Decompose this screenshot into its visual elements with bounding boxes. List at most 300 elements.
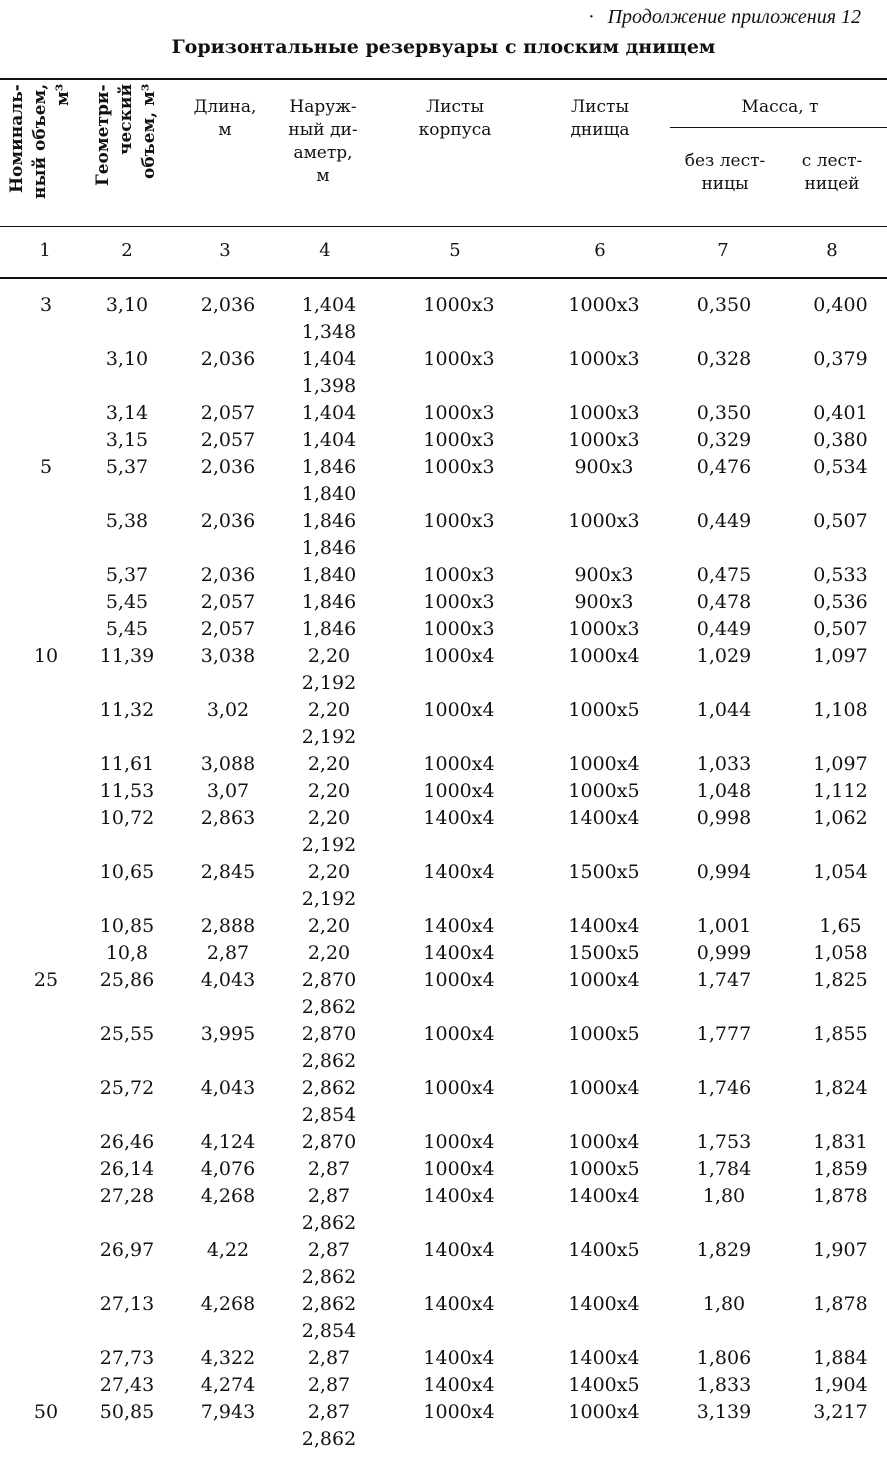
cell-bottom-sheets: [554, 805, 654, 859]
cell-shell-sheets-value: 1000x4: [423, 753, 495, 775]
cell-length-value: 3,038: [200, 645, 256, 667]
cell-length-value: 3,088: [200, 753, 256, 775]
cell-length-value: 3,995: [200, 1023, 256, 1045]
cell-outer-diameter-value: 2,20: [307, 699, 351, 721]
cell-bottom-sheets: [554, 1075, 654, 1129]
cell-shell-sheets-value: 1000x3: [423, 429, 495, 451]
cell-mass-without-ladder-value: 1,80: [702, 1293, 746, 1315]
table-row: [0, 562, 887, 589]
cell-length: [162, 292, 294, 346]
header-mass-without-ladder: без лест- ницы: [684, 151, 766, 194]
cell-bottom-sheets-value: 1400x4: [568, 915, 640, 937]
cell-bottom-sheets: [554, 1372, 654, 1399]
cell-mass-with-ladder-value: 3,217: [813, 1401, 868, 1423]
cell-geometric-volume: [92, 616, 162, 643]
cell-bottom-sheets: [554, 1183, 654, 1237]
cell-bottom-sheets-value: 1400x4: [568, 1293, 640, 1315]
cell-mass-with-ladder: [794, 751, 887, 778]
table-row: [0, 1075, 887, 1129]
cell-geometric-volume: [92, 778, 162, 805]
column-number: 1: [39, 240, 51, 261]
cell-outer-diameter-secondary: 1,846: [301, 537, 357, 559]
cell-shell-sheets-value: 1000x4: [423, 699, 495, 721]
cell-geometric-volume: [92, 454, 162, 508]
cell-bottom-sheets-value: 1500x5: [568, 861, 640, 883]
cell-shell-sheets: [364, 1399, 554, 1453]
cell-geometric-volume-value: 3,10: [105, 348, 149, 370]
cell-nominal-volume: [0, 427, 92, 454]
cell-mass-with-ladder: [794, 616, 887, 643]
cell-length-value: 4,043: [200, 1077, 256, 1099]
cell-mass-without-ladder: [654, 940, 794, 967]
cell-bottom-sheets-value: 1000x3: [568, 510, 640, 532]
cell-length-value: 2,845: [200, 861, 256, 883]
cell-outer-diameter-secondary: 2,192: [301, 672, 357, 694]
continuation-mark: ·: [588, 6, 594, 28]
cell-shell-sheets-value: 1000x3: [423, 510, 495, 532]
cell-bottom-sheets-value: 1400x5: [568, 1374, 640, 1396]
cell-mass-with-ladder: [794, 1399, 887, 1453]
cell-mass-without-ladder: [654, 643, 794, 697]
cell-length: [162, 1345, 294, 1372]
cell-shell-sheets-value: 1400x4: [423, 942, 495, 964]
cell-bottom-sheets: [554, 427, 654, 454]
cell-mass-without-ladder: [654, 1021, 794, 1075]
table-row: [0, 292, 887, 346]
cell-mass-without-ladder-value: 0,329: [696, 429, 752, 451]
header-nominal-volume: Номиналь- ный объем, м³: [7, 84, 73, 200]
cell-bottom-sheets: [554, 859, 654, 913]
cell-geometric-volume: [92, 859, 162, 913]
cell-geometric-volume: [92, 562, 162, 589]
cell-outer-diameter-secondary: 1,840: [301, 483, 357, 505]
header-mass: Масса, т: [741, 97, 819, 117]
cell-length-value: 4,268: [200, 1293, 256, 1315]
cell-outer-diameter-value: 1,404: [301, 294, 357, 316]
cell-mass-with-ladder: [794, 346, 887, 400]
cell-mass-without-ladder-value: 0,350: [696, 402, 752, 424]
cell-shell-sheets: [364, 778, 554, 805]
cell-bottom-sheets: [554, 346, 654, 400]
cell-mass-with-ladder-value: 0,379: [813, 348, 868, 370]
cell-nominal-volume: [0, 913, 92, 940]
column-number: 2: [121, 240, 133, 261]
cell-outer-diameter: [294, 562, 364, 589]
cell-shell-sheets-value: 1400x4: [423, 1347, 495, 1369]
cell-nominal-volume: [0, 616, 92, 643]
cell-mass-without-ladder-value: 0,475: [696, 564, 752, 586]
table-row: [0, 1399, 887, 1453]
cell-mass-without-ladder: [654, 616, 794, 643]
cell-shell-sheets: [364, 751, 554, 778]
cell-nominal-volume: [0, 1237, 92, 1291]
cell-length: [162, 1372, 294, 1399]
cell-outer-diameter: [294, 778, 364, 805]
cell-mass-without-ladder-value: 1,829: [696, 1239, 752, 1261]
cell-outer-diameter: [294, 292, 364, 346]
cell-length-value: 4,322: [200, 1347, 256, 1369]
cell-length-value: 4,22: [206, 1239, 250, 1261]
page-title: Горизонтальные резервуары с плоским днищем: [171, 36, 716, 58]
cell-outer-diameter-value: 2,20: [307, 645, 351, 667]
cell-mass-without-ladder: [654, 1183, 794, 1237]
cell-geometric-volume-value: 3,14: [105, 402, 149, 424]
cell-outer-diameter: [294, 967, 364, 1021]
cell-mass-without-ladder: [654, 427, 794, 454]
cell-mass-with-ladder: [794, 562, 887, 589]
cell-mass-with-ladder-value: 1,108: [813, 699, 868, 721]
table-row: [0, 1021, 887, 1075]
cell-mass-without-ladder-value: 1,777: [696, 1023, 752, 1045]
cell-nominal-volume: [0, 454, 92, 508]
cell-outer-diameter-value: 1,846: [301, 456, 357, 478]
cell-geometric-volume-value: 5,38: [105, 510, 149, 532]
cell-mass-with-ladder-value: 1,058: [813, 942, 868, 964]
column-number: 8: [826, 240, 838, 261]
cell-outer-diameter-value: 1,846: [301, 510, 357, 532]
cell-nominal-volume-value: 5: [39, 456, 53, 478]
cell-mass-without-ladder-value: 0,998: [696, 807, 752, 829]
cell-shell-sheets: [364, 1021, 554, 1075]
cell-mass-with-ladder-value: 0,401: [813, 402, 868, 424]
cell-length: [162, 697, 294, 751]
cell-outer-diameter: [294, 805, 364, 859]
cell-geometric-volume: [92, 1183, 162, 1237]
cell-mass-with-ladder-value: 1,904: [813, 1374, 868, 1396]
cell-length: [162, 940, 294, 967]
cell-mass-with-ladder: [794, 1237, 887, 1291]
cell-geometric-volume-value: 26,46: [99, 1131, 155, 1153]
cell-mass-with-ladder: [794, 805, 887, 859]
cell-nominal-volume-value: 10: [33, 645, 59, 667]
cell-geometric-volume: [92, 1237, 162, 1291]
cell-shell-sheets: [364, 1345, 554, 1372]
cell-outer-diameter: [294, 400, 364, 427]
cell-mass-without-ladder-value: 1,746: [696, 1077, 752, 1099]
header-bottom-rule: [0, 226, 887, 227]
cell-bottom-sheets-value: 1400x5: [568, 1239, 640, 1261]
cell-mass-without-ladder-value: 1,784: [696, 1158, 752, 1180]
cell-length-value: 2,057: [200, 402, 256, 424]
cell-shell-sheets: [364, 859, 554, 913]
cell-mass-with-ladder-value: 1,824: [813, 1077, 868, 1099]
cell-nominal-volume-value: 3: [39, 294, 53, 316]
cell-shell-sheets-value: 1000x4: [423, 1077, 495, 1099]
cell-geometric-volume: [92, 1291, 162, 1345]
cell-mass-without-ladder: [654, 805, 794, 859]
cell-bottom-sheets: [554, 643, 654, 697]
cell-nominal-volume: [0, 751, 92, 778]
cell-length-value: 3,07: [206, 780, 250, 802]
header-length: Длина, м: [193, 97, 257, 140]
cell-outer-diameter: [294, 697, 364, 751]
cell-bottom-sheets-value: 1000x3: [568, 402, 640, 424]
cell-length-value: 2,036: [200, 564, 256, 586]
cell-nominal-volume: [0, 1291, 92, 1345]
cell-geometric-volume-value: 25,72: [99, 1077, 155, 1099]
cell-bottom-sheets-value: 1000x5: [568, 1158, 640, 1180]
cell-geometric-volume-value: 11,32: [99, 699, 155, 721]
cell-bottom-sheets: [554, 1156, 654, 1183]
cell-outer-diameter-secondary: 2,192: [301, 726, 357, 748]
cell-geometric-volume: [92, 1075, 162, 1129]
cell-bottom-sheets-value: 1000x4: [568, 645, 640, 667]
cell-bottom-sheets: [554, 913, 654, 940]
cell-nominal-volume-value: 25: [33, 969, 59, 991]
header-bottom-sheets: Листы днища: [570, 97, 630, 140]
cell-length-value: 3,02: [206, 699, 250, 721]
column-number-rule: [0, 277, 887, 279]
cell-length-value: 2,863: [200, 807, 256, 829]
cell-shell-sheets-value: 1000x4: [423, 969, 495, 991]
table-row: [0, 508, 887, 562]
cell-nominal-volume: [0, 346, 92, 400]
cell-length-value: 7,943: [200, 1401, 256, 1423]
cell-shell-sheets: [364, 1291, 554, 1345]
cell-mass-without-ladder-value: 1,833: [696, 1374, 752, 1396]
cell-shell-sheets: [364, 346, 554, 400]
continuation-note: [589, 6, 861, 29]
cell-mass-without-ladder: [654, 859, 794, 913]
cell-geometric-volume: [92, 508, 162, 562]
cell-geometric-volume: [92, 589, 162, 616]
cell-mass-with-ladder: [794, 1156, 887, 1183]
cell-mass-without-ladder-value: 0,478: [696, 591, 752, 613]
cell-nominal-volume: [0, 400, 92, 427]
cell-mass-without-ladder-value: 0,994: [696, 861, 752, 883]
cell-mass-with-ladder: [794, 1372, 887, 1399]
cell-mass-with-ladder-value: 0,533: [813, 564, 868, 586]
cell-mass-without-ladder: [654, 1345, 794, 1372]
cell-nominal-volume: [0, 967, 92, 1021]
cell-bottom-sheets-value: 900x3: [574, 564, 634, 586]
header-mass-with-ladder: с лест- ницей: [801, 151, 863, 194]
cell-outer-diameter-value: 1,404: [301, 402, 357, 424]
cell-geometric-volume: [92, 1399, 162, 1453]
cell-mass-without-ladder-value: 0,328: [696, 348, 752, 370]
cell-length: [162, 508, 294, 562]
cell-mass-with-ladder-value: 1,878: [813, 1293, 868, 1315]
cell-geometric-volume-value: 26,14: [99, 1158, 155, 1180]
cell-shell-sheets: [364, 427, 554, 454]
cell-shell-sheets: [364, 1129, 554, 1156]
cell-length-value: 4,076: [200, 1158, 256, 1180]
cell-geometric-volume: [92, 400, 162, 427]
cell-bottom-sheets-value: 1000x3: [568, 429, 640, 451]
cell-shell-sheets: [364, 589, 554, 616]
column-number: 3: [219, 240, 231, 261]
cell-shell-sheets-value: 1000x4: [423, 645, 495, 667]
cell-length-value: 2,87: [206, 942, 250, 964]
cell-shell-sheets-value: 1400x4: [423, 1293, 495, 1315]
cell-mass-with-ladder: [794, 589, 887, 616]
cell-mass-without-ladder-value: 1,753: [696, 1131, 752, 1153]
cell-mass-without-ladder: [654, 454, 794, 508]
cell-shell-sheets-value: 1000x3: [423, 294, 495, 316]
cell-length: [162, 346, 294, 400]
table-row: [0, 859, 887, 913]
cell-shell-sheets-value: 1000x3: [423, 456, 495, 478]
cell-mass-without-ladder-value: 0,350: [696, 294, 752, 316]
table-row: [0, 1345, 887, 1372]
cell-outer-diameter-value: 1,404: [301, 429, 357, 451]
cell-length: [162, 1021, 294, 1075]
cell-outer-diameter-value: 1,846: [301, 591, 357, 613]
cell-nominal-volume: [0, 1399, 92, 1453]
cell-geometric-volume: [92, 940, 162, 967]
cell-geometric-volume: [92, 1345, 162, 1372]
table-row: [0, 1291, 887, 1345]
cell-length-value: 4,043: [200, 969, 256, 991]
cell-geometric-volume: [92, 967, 162, 1021]
cell-mass-without-ladder-value: 1,048: [696, 780, 752, 802]
cell-outer-diameter-value: 2,87: [307, 1185, 351, 1207]
cell-shell-sheets: [364, 940, 554, 967]
cell-outer-diameter-secondary: 1,398: [301, 375, 357, 397]
table-row: [0, 967, 887, 1021]
cell-nominal-volume: [0, 1075, 92, 1129]
cell-mass-with-ladder-value: 1,825: [813, 969, 868, 991]
cell-outer-diameter: [294, 1156, 364, 1183]
cell-mass-with-ladder-value: 1,097: [813, 753, 868, 775]
cell-shell-sheets-value: 1000x4: [423, 780, 495, 802]
cell-mass-without-ladder: [654, 589, 794, 616]
mass-subheader-rule: [670, 127, 887, 128]
cell-nominal-volume: [0, 778, 92, 805]
column-number: 7: [717, 240, 729, 261]
cell-shell-sheets-value: 1400x4: [423, 1374, 495, 1396]
cell-mass-without-ladder: [654, 1237, 794, 1291]
cell-shell-sheets: [364, 805, 554, 859]
cell-mass-without-ladder-value: 1,033: [696, 753, 752, 775]
cell-outer-diameter-secondary: 2,854: [301, 1104, 357, 1126]
table-row: [0, 1183, 887, 1237]
cell-bottom-sheets: [554, 1021, 654, 1075]
cell-mass-with-ladder-value: 0,536: [813, 591, 868, 613]
table-row: [0, 643, 887, 697]
cell-nominal-volume: [0, 1183, 92, 1237]
cell-geometric-volume: [92, 1021, 162, 1075]
cell-length-value: 2,036: [200, 294, 256, 316]
cell-outer-diameter-value: 2,20: [307, 915, 351, 937]
cell-mass-with-ladder-value: 1,884: [813, 1347, 868, 1369]
cell-bottom-sheets-value: 1000x3: [568, 294, 640, 316]
cell-geometric-volume-value: 25,55: [99, 1023, 155, 1045]
cell-outer-diameter: [294, 913, 364, 940]
cell-outer-diameter-value: 2,87: [307, 1158, 351, 1180]
cell-bottom-sheets-value: 1000x4: [568, 1077, 640, 1099]
cell-outer-diameter: [294, 1372, 364, 1399]
cell-mass-with-ladder: [794, 1183, 887, 1237]
cell-shell-sheets: [364, 1237, 554, 1291]
cell-mass-without-ladder: [654, 292, 794, 346]
column-number: 4: [319, 240, 331, 261]
cell-geometric-volume-value: 5,37: [105, 564, 149, 586]
cell-bottom-sheets-value: 1000x5: [568, 699, 640, 721]
cell-length: [162, 454, 294, 508]
cell-outer-diameter-value: 2,20: [307, 753, 351, 775]
cell-mass-with-ladder-value: 0,507: [813, 510, 868, 532]
cell-outer-diameter-secondary: 1,348: [301, 321, 357, 343]
cell-bottom-sheets: [554, 1129, 654, 1156]
table-row: [0, 400, 887, 427]
cell-length: [162, 1129, 294, 1156]
cell-geometric-volume: [92, 751, 162, 778]
cell-geometric-volume-value: 11,53: [99, 780, 155, 802]
cell-shell-sheets: [364, 616, 554, 643]
cell-shell-sheets-value: 1000x4: [423, 1158, 495, 1180]
cell-nominal-volume: [0, 292, 92, 346]
cell-shell-sheets: [364, 454, 554, 508]
cell-mass-without-ladder: [654, 697, 794, 751]
cell-outer-diameter: [294, 427, 364, 454]
cell-outer-diameter: [294, 1291, 364, 1345]
cell-length: [162, 427, 294, 454]
cell-bottom-sheets: [554, 589, 654, 616]
cell-mass-with-ladder: [794, 1345, 887, 1372]
cell-mass-without-ladder: [654, 1156, 794, 1183]
cell-geometric-volume-value: 10,85: [99, 915, 155, 937]
cell-geometric-volume-value: 3,10: [105, 294, 149, 316]
table-row: [0, 913, 887, 940]
cell-geometric-volume-value: 5,37: [105, 456, 149, 478]
cell-geometric-volume-value: 26,97: [99, 1239, 155, 1261]
cell-mass-without-ladder-value: 0,999: [696, 942, 752, 964]
cell-length: [162, 589, 294, 616]
cell-mass-without-ladder-value: 1,044: [696, 699, 752, 721]
cell-mass-without-ladder-value: 1,80: [702, 1185, 746, 1207]
cell-mass-with-ladder: [794, 913, 887, 940]
table-top-rule: [0, 78, 887, 80]
cell-shell-sheets: [364, 1183, 554, 1237]
cell-length: [162, 1183, 294, 1237]
table-row: [0, 1372, 887, 1399]
cell-bottom-sheets: [554, 1345, 654, 1372]
cell-outer-diameter-value: 2,87: [307, 1374, 351, 1396]
table-row: [0, 805, 887, 859]
cell-mass-with-ladder: [794, 697, 887, 751]
cell-shell-sheets-value: 1000x4: [423, 1131, 495, 1153]
cell-shell-sheets-value: 1400x4: [423, 807, 495, 829]
cell-outer-diameter: [294, 1075, 364, 1129]
cell-geometric-volume: [92, 643, 162, 697]
cell-shell-sheets: [364, 697, 554, 751]
cell-bottom-sheets-value: 1000x5: [568, 780, 640, 802]
cell-nominal-volume: [0, 1021, 92, 1075]
cell-mass-with-ladder: [794, 967, 887, 1021]
cell-bottom-sheets: [554, 778, 654, 805]
cell-mass-without-ladder-value: 1,806: [696, 1347, 752, 1369]
cell-shell-sheets: [364, 508, 554, 562]
cell-mass-with-ladder: [794, 292, 887, 346]
continuation-text: Продолжение приложения 12: [607, 6, 861, 28]
cell-length: [162, 805, 294, 859]
cell-length-value: 2,057: [200, 591, 256, 613]
cell-mass-with-ladder-value: 0,534: [813, 456, 868, 478]
cell-outer-diameter: [294, 508, 364, 562]
cell-mass-without-ladder: [654, 508, 794, 562]
cell-length: [162, 1237, 294, 1291]
cell-length-value: 2,888: [200, 915, 256, 937]
cell-length-value: 2,036: [200, 456, 256, 478]
cell-bottom-sheets-value: 900x3: [574, 591, 634, 613]
cell-nominal-volume: [0, 643, 92, 697]
cell-outer-diameter: [294, 1399, 364, 1453]
cell-geometric-volume: [92, 697, 162, 751]
cell-length-value: 2,057: [200, 618, 256, 640]
cell-bottom-sheets-value: 1000x3: [568, 618, 640, 640]
cell-outer-diameter-secondary: 2,862: [301, 1428, 357, 1450]
